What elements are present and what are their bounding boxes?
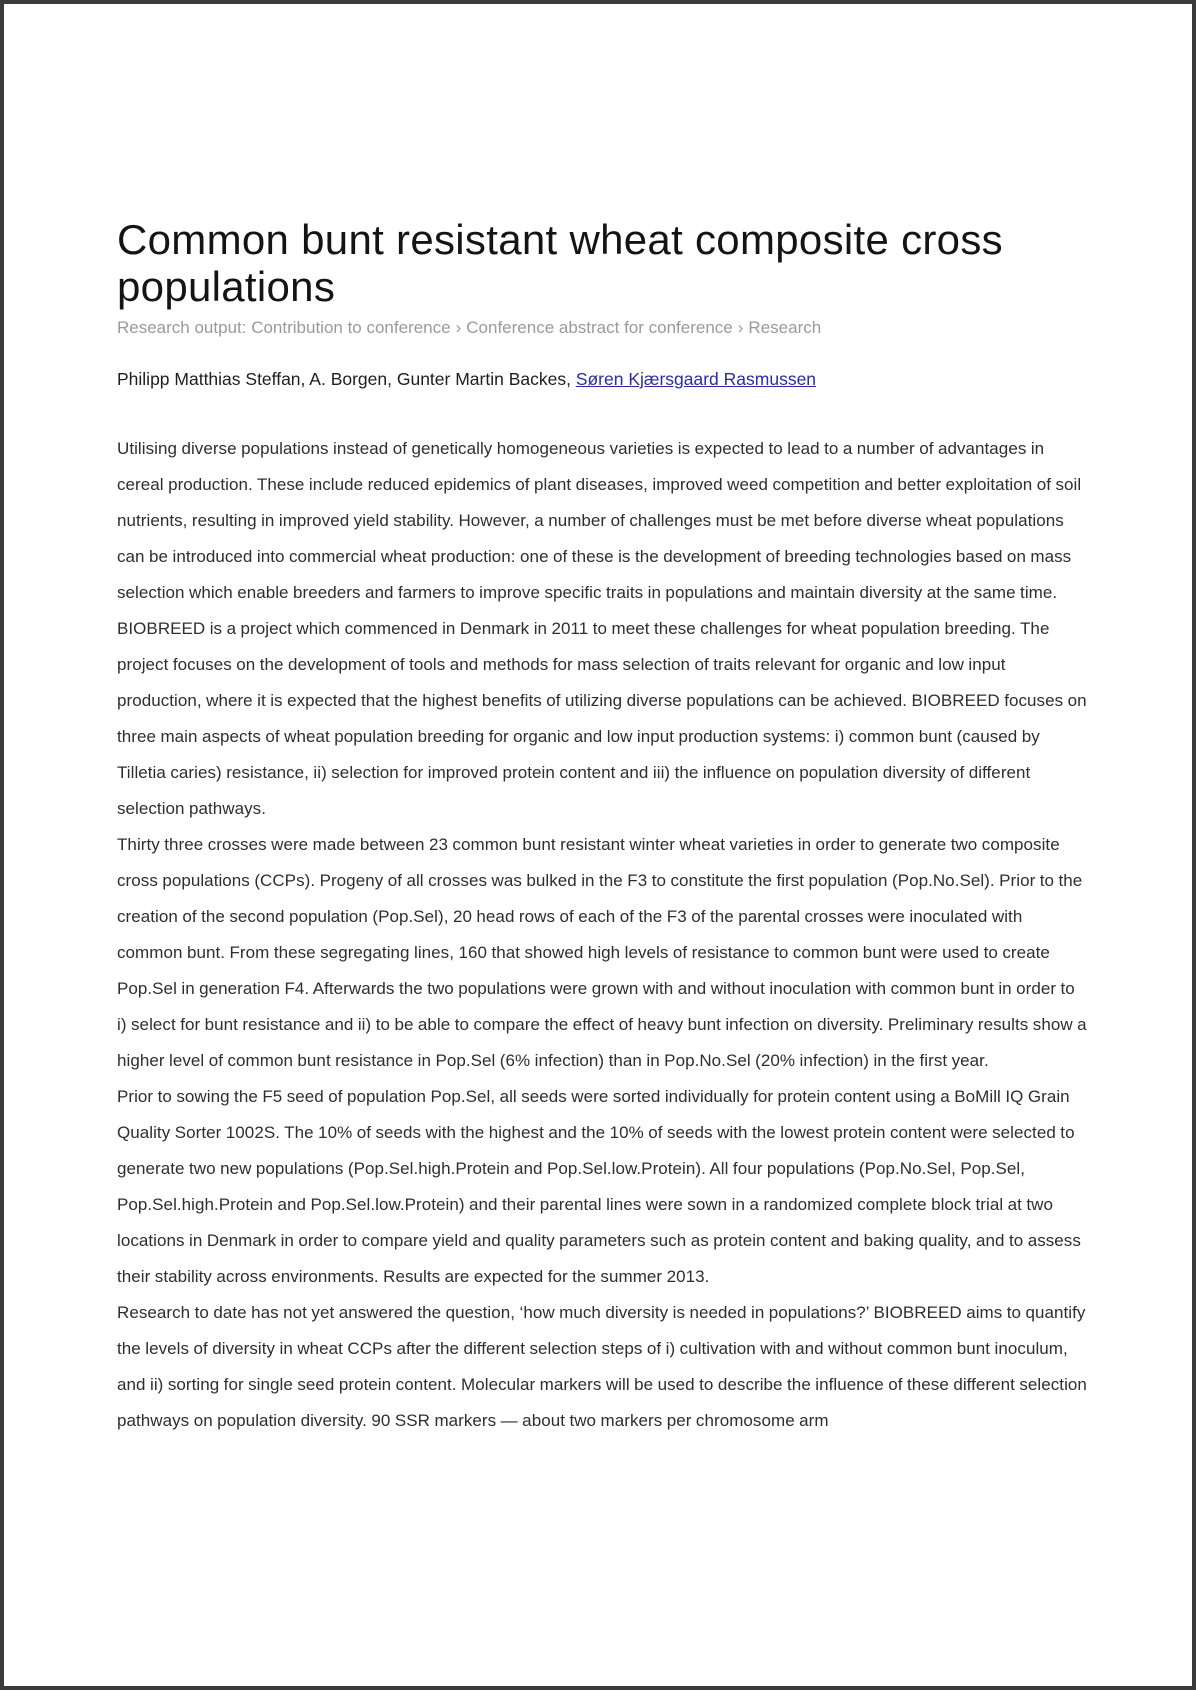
- author-link[interactable]: Søren Kjærsgaard Rasmussen: [575, 369, 817, 389]
- abstract-paragraph: Thirty three crosses were made between 23 common bunt resistant winter wheat varieties in order to generate two composite cross populations (CCPs). Progeny of all crosses was bulked in the F3 to constitute the first population (Pop.No.Sel). Prior to the creation of the second population (Pop.Sel), 20 head rows of each of the F3 of the parental crosses were inoculated with common bunt. From these segregating lines, 160 that showed high levels of resistance to common bunt were used to create Pop.Sel in generation F4. Afterwards the two populations were grown with and without inoculation with common bunt in order to i) select for bunt resistance and ii) to be able to compare the effect of heavy bunt infection on diversity. Preliminary results show a higher level of common bunt resistance in Pop.Sel (6% infection) than in Pop.No.Sel (20% infection) in the first year.: [117, 835, 1087, 1070]
- abstract: [117, 431, 1087, 1439]
- breadcrumb-separator: ›: [737, 318, 744, 337]
- author-names-plain: Philipp Matthias Steffan, A. Borgen, Gunter Martin Backes,: [117, 369, 576, 389]
- abstract-paragraph: Prior to sowing the F5 seed of population Pop.Sel, all seeds were sorted individually for protein content using a BoMill IQ Grain Quality Sorter 1002S. The 10% of seeds with the highest and the 10% of seeds with the lowest protein content were selected to generate two new populations (Pop.Sel.high.Protein and Pop.Sel.low.Protein). All four populations (Pop.No.Sel, Pop.Sel, Pop.Sel.high.Protein and Pop.Sel.low.Protein) and their parental lines were sown in a randomized complete block trial at two locations in Denmark in order to compare yield and quality parameters such as protein content and baking quality, and to assess their stability across environments. Results are expected for the summer 2013.: [117, 1087, 1081, 1286]
- publication-content: [117, 216, 1087, 1439]
- breadcrumb-item-output-type: Research output: Contribution to conference: [117, 318, 451, 337]
- breadcrumb-item-category: Research: [748, 318, 822, 337]
- breadcrumb-separator: ›: [455, 318, 462, 337]
- abstract-paragraph: Utilising diverse populations instead of genetically homogeneous varieties is expected to lead to a number of advantages in cereal production. These include reduced epidemics of plant diseases, improved weed competition and better exploitation of soil nutrients, resulting in improved yield stability. However, a number of challenges must be met before diverse wheat populations can be introduced into commercial wheat production: one of these is the development of breeding technologies based on mass selection which enable breeders and farmers to improve specific traits in populations and maintain diversity at the same time. BIOBREED is a project which commenced in Denmark in 2011 to meet these challenges for wheat population breeding. The project focuses on the development of tools and methods for mass selection of traits relevant for organic and low input production, where it is expected that the highest benefits of utilizing diverse populations can be achieved. BIOBREED focuses on three main aspects of wheat population breeding for organic and low input production systems: i) common bunt (caused by Tilletia caries) resistance, ii) selection for improved protein content and iii) the influence on population diversity of different selection pathways.: [117, 439, 1087, 818]
- author-list: [117, 368, 1087, 390]
- abstract-paragraph: Research to date has not yet answered the question, ‘how much diversity is needed in populations?’ BIOBREED aims to quantify the levels of diversity in wheat CCPs after the different selection steps of i) cultivation with and without common bunt inoculum, and ii) sorting for single seed protein content. Molecular markers will be used to describe the influence of these different selection pathways on population diversity. 90 SSR markers — about two markers per chromosome arm: [117, 1303, 1087, 1430]
- breadcrumb-item-subtype: Conference abstract for conference: [466, 318, 733, 337]
- publication-title: Common bunt resistant wheat composite cross populations: [117, 216, 1003, 310]
- breadcrumb: [117, 318, 1087, 338]
